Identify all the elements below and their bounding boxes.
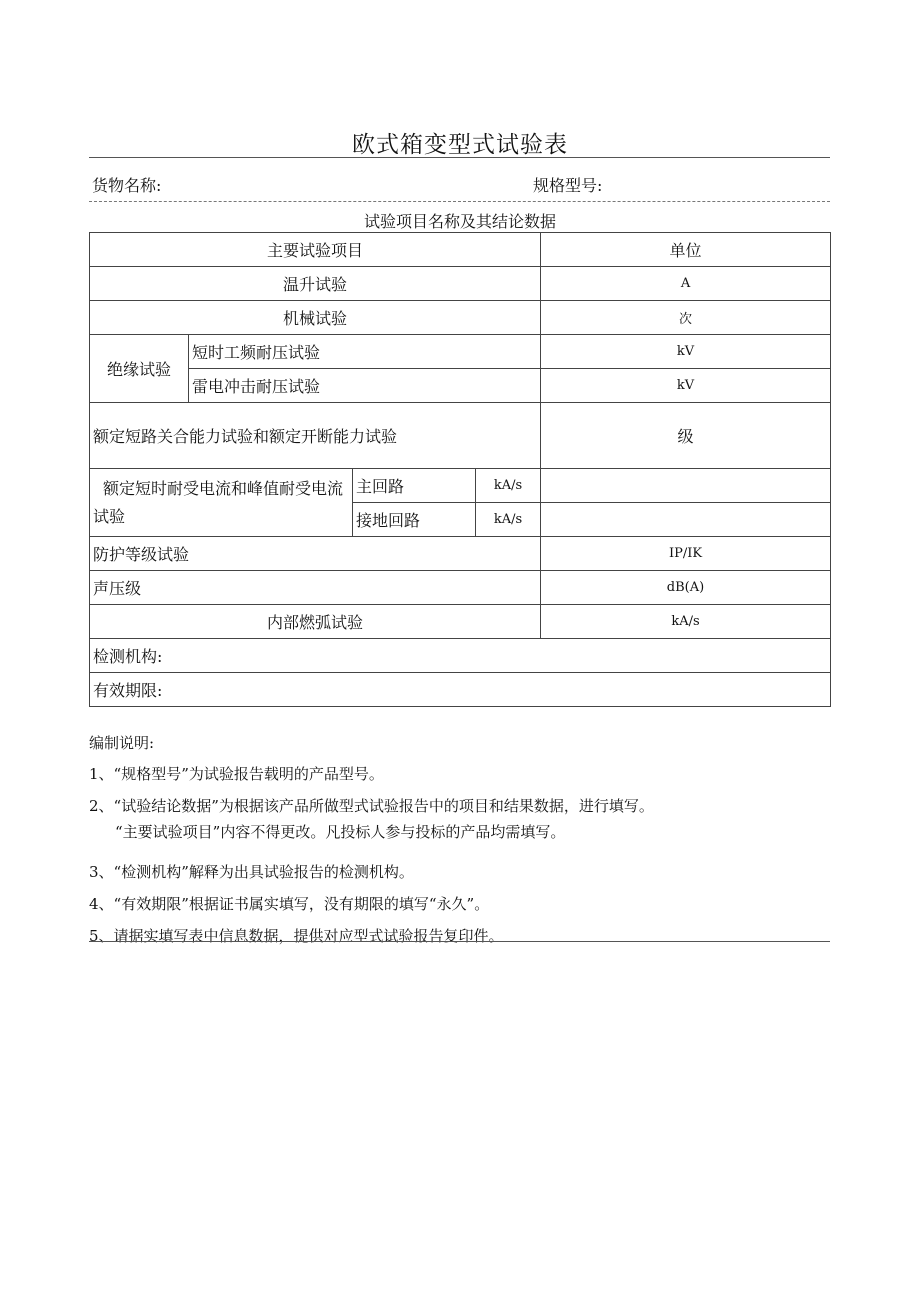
results-table — [89, 232, 831, 707]
table-row — [90, 469, 831, 503]
note-item: 4、“有效期限”根据证书属实填写，没有期限的填写“永久”。 — [89, 895, 490, 913]
withstand-main-circuit-label: 主回路 — [353, 469, 476, 503]
note-item: 3、“检测机构”解释为出具试验报告的检测机构。 — [89, 863, 414, 881]
meta-divider — [89, 201, 830, 202]
title-divider — [89, 157, 830, 158]
table-row — [90, 403, 831, 469]
table-row — [90, 605, 831, 639]
noise-unit: dB(A) — [541, 571, 831, 605]
table-row — [90, 673, 831, 707]
protection-unit: IP/IK — [541, 537, 831, 571]
page-title: 欧式箱变型式试验表 — [352, 132, 568, 158]
table-row — [90, 267, 831, 301]
insulation-lightning-label: 雷电冲击耐压试验 — [189, 369, 541, 403]
table-row — [90, 369, 831, 403]
withstand-main-circuit-unit: kA/s — [476, 469, 541, 503]
table-row — [90, 537, 831, 571]
insulation-lightning-unit: kV — [541, 369, 831, 403]
protection-label: 防护等级试验 — [90, 537, 541, 571]
short-circuit-label: 额定短路关合能力试验和额定开断能力试验 — [90, 403, 541, 469]
insulation-power-freq-unit: kV — [541, 335, 831, 369]
short-circuit-unit: 级 — [541, 403, 831, 469]
lab-label: 检测机构: — [90, 639, 831, 673]
table-subtitle: 试验项目名称及其结论数据 — [363, 212, 556, 231]
note-item: 1、“规格型号”为试验报告载明的产品型号。 — [89, 765, 384, 783]
table-header-row — [90, 233, 831, 267]
insulation-label: 绝缘试验 — [90, 335, 189, 403]
validity-label: 有效期限: — [90, 673, 831, 707]
header-unit: 单位 — [541, 233, 831, 267]
notes-section — [89, 732, 830, 955]
withstand-label: 额定短时耐受电流和峰值耐受电流试验 — [90, 469, 353, 537]
mechanical-unit: 次 — [541, 301, 831, 335]
table-row — [90, 335, 831, 369]
table-row — [90, 639, 831, 673]
goods-name-label: 货物名称: — [92, 176, 162, 195]
note-item: 5、请据实填写表中信息数据，提供对应型式试验报告复印件。 — [89, 927, 504, 945]
arc-label: 内部燃弧试验 — [90, 605, 541, 639]
temp-rise-unit: A — [541, 267, 831, 301]
withstand-main-circuit-result-cell[interactable] — [541, 469, 831, 503]
mechanical-label: 机械试验 — [90, 301, 541, 335]
withstand-earth-circuit-label: 接地回路 — [353, 503, 476, 537]
model-label: 规格型号: — [533, 176, 603, 195]
notes-heading: 编制说明: — [89, 734, 155, 752]
note-item-line: “主要试验项目”内容不得更改。凡投标人参与投标的产品均需填写。 — [115, 823, 566, 841]
noise-label: 声压级 — [90, 571, 541, 605]
table-row — [90, 571, 831, 605]
arc-unit: kA/s — [541, 605, 831, 639]
temp-rise-label: 温升试验 — [90, 267, 541, 301]
table-row — [90, 301, 831, 335]
header-item: 主要试验项目 — [90, 233, 541, 267]
withstand-earth-circuit-result-cell[interactable] — [541, 503, 831, 537]
note-item — [89, 793, 830, 845]
withstand-earth-circuit-unit: kA/s — [476, 503, 541, 537]
note-item-line: 2、“试验结论数据”为根据该产品所做型式试验报告中的项目和结果数据，进行填写。 — [89, 797, 654, 815]
bottom-divider — [89, 941, 830, 942]
insulation-power-freq-label: 短时工频耐压试验 — [189, 335, 541, 369]
